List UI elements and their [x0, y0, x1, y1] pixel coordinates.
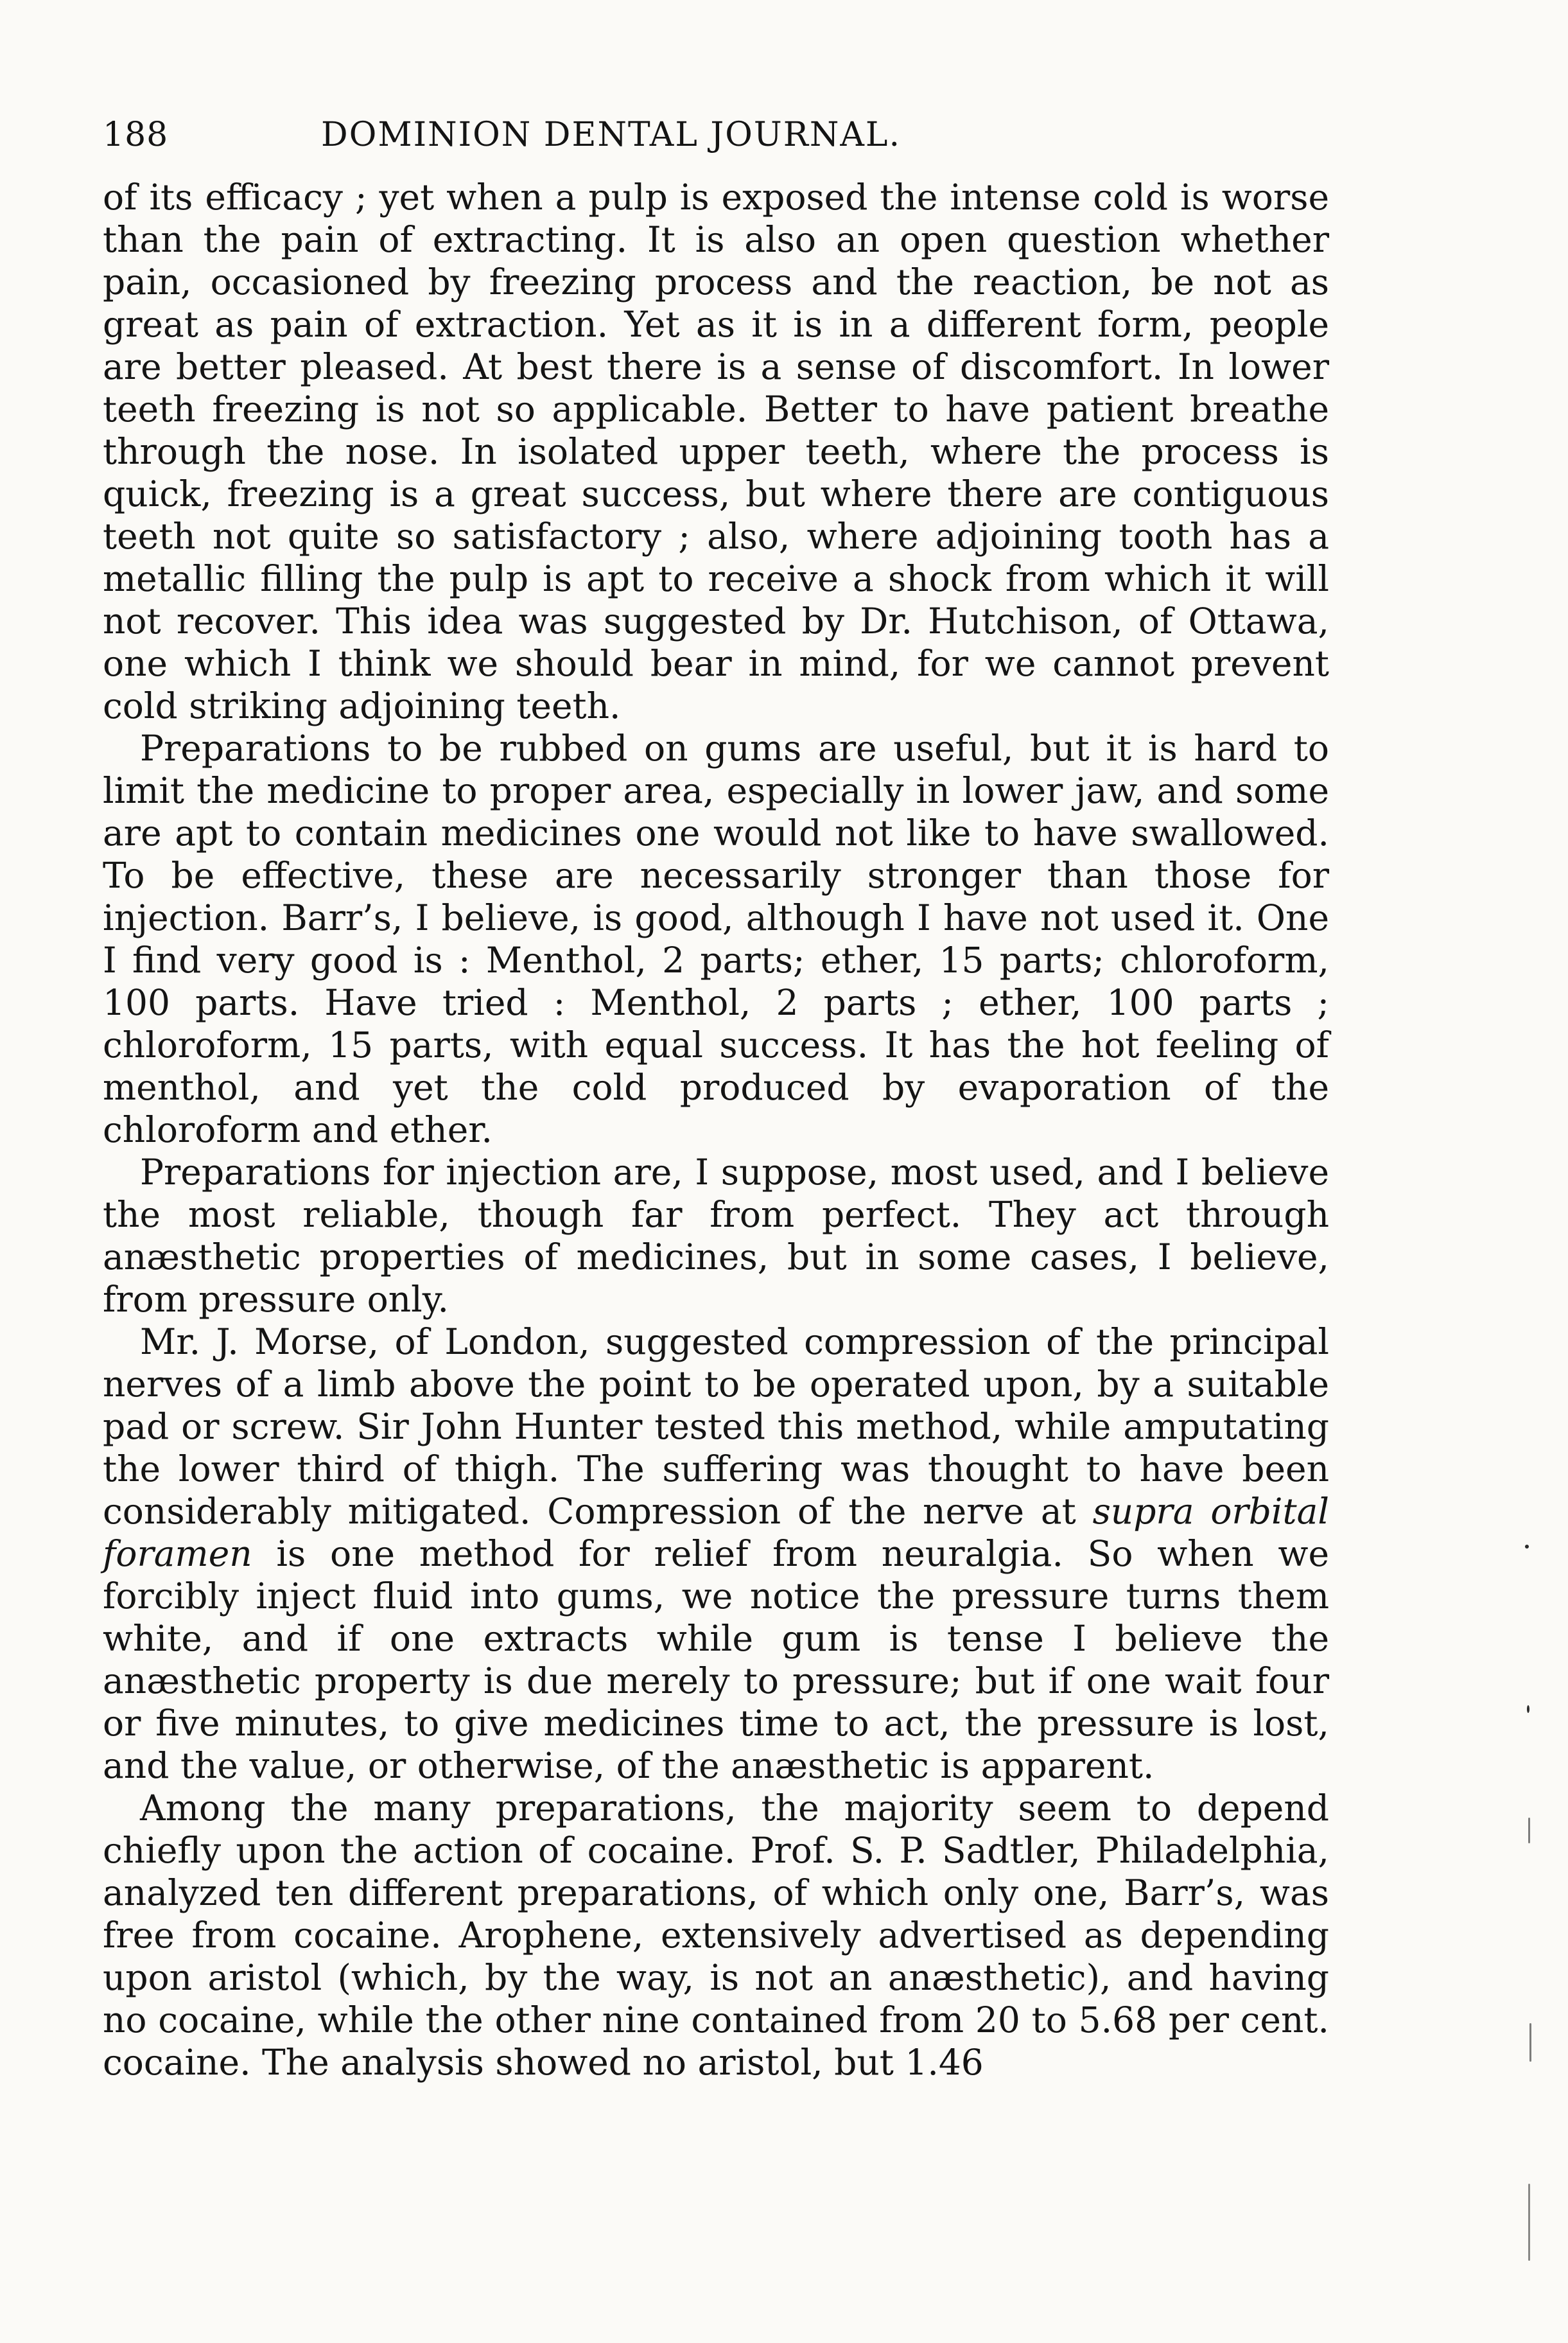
paragraph-4-text-after: is one method for relief from neuralgia. So when we forcibly inject fluid into gums, we notice the pressure turns them white, and if one extracts while gum is tense I believe the anæsthetic property is due merely to pressure; but if one wait four or five minutes, to give medicines time to act, the pressure is lost, and the value, or otherwise, of the anæsthetic is apparent.: [103, 1533, 1329, 1786]
paragraph-4-text-before: Mr. J. Morse, of London, suggested compression of the principal nerves of a limb above the point to be operated upon, by a suitable pad or screw. Sir John Hunter tested this method, while amputating the lower third of thigh. The suffering was thought to have been considerably mitigated. Compression of the nerve at: [103, 1321, 1329, 1532]
running-title: DOMINION DENTAL JOURNAL.: [321, 116, 901, 154]
paragraph-4-italic-term: supra orbital foramen: [103, 1491, 1330, 1574]
scan-speck: [1529, 2023, 1531, 2062]
page-number: 188: [103, 116, 169, 154]
paragraph-2: Preparations to be rubbed on gums are useful, but it is hard to limit the medicine to proper area, especially in lower jaw, and some are apt to contain medicines one would not like to have swallowed. To be effective, these are necessarily stronger than those for injection. Barr’s, I believe, is good, although I have not used it. One I find very good is : Menthol, 2 parts; ether, 15 parts; chloroform, 100 parts. Have tried : Menthol, 2 parts ; ether, 100 parts ; chloroform, 15 parts, with equal success. It has the hot feeling of menthol, and yet the cold produced by evaporation of the chloroform and ether.: [103, 728, 1329, 1150]
paragraph-5: Among the many preparations, the majority seem to depend chiefly upon the action of cocaine. Prof. S. P. Sadtler, Philadelphia, analyzed ten different preparations, of which only one, Barr’s, was free from cocaine. Arophene, extensively advertised as depending upon aristol (which, by the way, is not an anæsthetic), and having no cocaine, while the other nine contained from 20 to 5.68 per cent. cocaine. The analysis showed no aristol, but 1.46: [103, 1787, 1329, 2083]
scan-speck: [1528, 2184, 1530, 2261]
paragraph-1: of its efficacy ; yet when a pulp is exposed the intense cold is worse than the pain of extracting. It is also an open question whether pain, occasioned by freezing process and the reaction, be not as great as pain of extraction. Yet as it is in a different form, people are better pleased. At best there is a sense of discomfort. In lower teeth freezing is not so applicable. Better to have patient breathe through the nose. In isolated upper teeth, where the process is quick, freezing is a great success, but where there are contiguous teeth not quite so satisfactory ; also, where adjoining tooth has a metallic filling the pulp is apt to receive a shock from which it will not recover. This idea was suggested by Dr. Hutchison, of Ottawa, one which I think we should bear in mind, for we cannot prevent cold striking adjoining teeth.: [103, 177, 1329, 726]
scan-speck: [1528, 1818, 1530, 1843]
scan-speck: [1525, 1545, 1529, 1549]
page-header: [103, 109, 1329, 161]
article-body: [103, 176, 1329, 2084]
document-page: [103, 109, 1329, 2229]
paragraph-3: Preparations for injection are, I suppose, most used, and I believe the most reliable, though far from perfect. They act through anæsthetic properties of medicines, but in some cases, I believe, from pressure only.: [103, 1152, 1329, 1320]
scan-speck: [1527, 1705, 1529, 1713]
paragraph-4: [103, 1321, 1329, 1787]
